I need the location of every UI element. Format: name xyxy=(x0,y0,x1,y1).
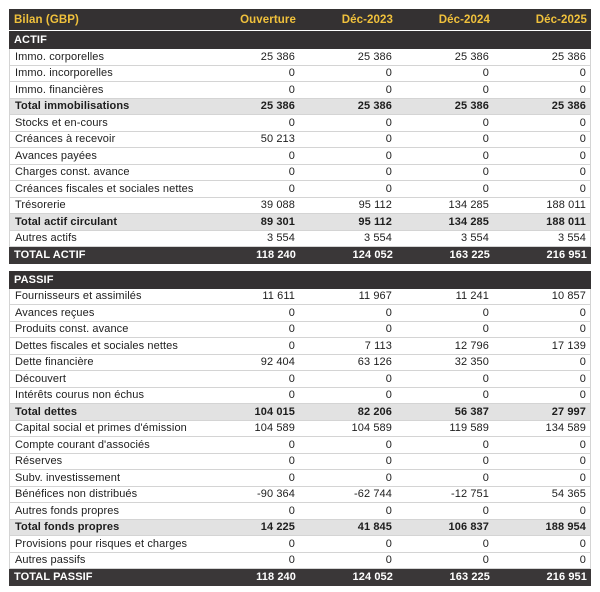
row-value: 0 xyxy=(579,133,586,146)
row-value: 0 xyxy=(385,306,392,319)
row-value: 0 xyxy=(482,323,489,336)
table-row xyxy=(9,198,591,215)
row-value: 25 386 xyxy=(454,50,489,63)
row-value: 0 xyxy=(579,372,586,385)
table-row xyxy=(9,487,591,504)
row-value: 0 xyxy=(579,537,586,550)
column-header-dec-2024: Déc-2024 xyxy=(438,13,490,26)
row-label: Total fonds propres xyxy=(15,521,120,534)
table-row xyxy=(9,503,591,520)
row-value: 0 xyxy=(385,83,392,96)
table-row xyxy=(9,536,591,553)
row-value: 0 xyxy=(385,554,392,567)
row-label: Compte courant d'associés xyxy=(15,438,150,451)
row-value: 0 xyxy=(288,339,295,352)
row-value: 0 xyxy=(579,67,586,80)
row-value: 0 xyxy=(579,438,586,451)
section-gap xyxy=(9,264,591,271)
row-label: Réserves xyxy=(15,455,63,468)
row-value: 0 xyxy=(385,166,392,179)
row-value: 0 xyxy=(579,83,586,96)
table-header-row xyxy=(9,9,591,31)
row-label: Immo. incorporelles xyxy=(15,67,113,80)
row-value: 188 954 xyxy=(545,521,586,534)
section-label: ACTIF xyxy=(14,34,47,46)
row-value: 0 xyxy=(579,389,586,402)
row-value: 3 554 xyxy=(363,232,392,245)
table-row xyxy=(9,247,591,264)
row-value: 216 951 xyxy=(546,249,587,262)
row-value: 0 xyxy=(482,372,489,385)
row-value: 25 386 xyxy=(260,100,295,113)
row-value: 188 011 xyxy=(546,199,586,212)
row-value: 0 xyxy=(579,356,586,369)
row-value: 0 xyxy=(288,455,295,468)
table-row xyxy=(9,305,591,322)
table-row xyxy=(9,214,591,231)
row-label: Stocks et en-cours xyxy=(15,116,108,129)
row-label: Fournisseurs et assimilés xyxy=(15,290,142,303)
row-value: 0 xyxy=(385,438,392,451)
row-label: Capital social et primes d'émission xyxy=(15,422,187,435)
row-value: 0 xyxy=(579,471,586,484)
row-value: 95 112 xyxy=(358,215,392,228)
row-value: 0 xyxy=(288,83,295,96)
row-value: 0 xyxy=(288,372,295,385)
row-value: 3 554 xyxy=(460,232,489,245)
row-value: 11 967 xyxy=(358,290,392,303)
row-label: TOTAL ACTIF xyxy=(14,249,86,262)
row-value: 11 611 xyxy=(262,290,295,303)
table-row xyxy=(9,338,591,355)
row-value: 0 xyxy=(385,182,392,195)
row-value: 3 554 xyxy=(557,232,586,245)
row-value: 163 225 xyxy=(449,249,490,262)
row-value: 25 386 xyxy=(454,100,489,113)
row-label: TOTAL PASSIF xyxy=(14,571,93,584)
table-row xyxy=(9,470,591,487)
row-label: Avances payées xyxy=(15,149,97,162)
row-value: 25 386 xyxy=(357,50,392,63)
row-value: 0 xyxy=(385,455,392,468)
row-label: Bénéfices non distribués xyxy=(15,488,138,501)
column-header-ouverture: Ouverture xyxy=(240,13,296,26)
row-value: 0 xyxy=(482,182,489,195)
row-value: 118 240 xyxy=(256,249,296,262)
section-header-actif xyxy=(9,31,591,49)
row-value: 106 837 xyxy=(448,521,489,534)
table-row xyxy=(9,322,591,339)
row-value: 0 xyxy=(482,306,489,319)
row-value: 0 xyxy=(385,372,392,385)
row-value: 89 301 xyxy=(260,215,295,228)
row-value: 0 xyxy=(288,537,295,550)
row-value: 0 xyxy=(288,554,295,567)
row-value: 0 xyxy=(288,504,295,517)
row-value: 0 xyxy=(385,323,392,336)
row-value: 0 xyxy=(288,438,295,451)
row-value: 124 052 xyxy=(352,249,393,262)
row-value: 124 052 xyxy=(352,571,393,584)
table-row xyxy=(9,132,591,149)
row-value: 12 796 xyxy=(454,339,489,352)
row-value: 25 386 xyxy=(551,100,586,113)
row-label: Intérêts courus non échus xyxy=(15,389,145,402)
row-label: Découvert xyxy=(15,372,67,385)
row-value: 0 xyxy=(288,149,295,162)
row-value: 0 xyxy=(579,504,586,517)
row-value: 134 589 xyxy=(545,422,586,435)
row-label: Charges const. avance xyxy=(15,166,130,179)
table-row xyxy=(9,553,591,570)
table-row xyxy=(9,371,591,388)
row-value: 0 xyxy=(288,182,295,195)
row-value: 0 xyxy=(482,504,489,517)
table-row xyxy=(9,99,591,116)
row-value: 0 xyxy=(482,116,489,129)
table-title: Bilan (GBP) xyxy=(14,13,79,26)
row-value: 0 xyxy=(385,67,392,80)
row-label: Autres fonds propres xyxy=(15,504,120,517)
row-value: 104 015 xyxy=(254,405,295,418)
row-value: 63 126 xyxy=(357,356,392,369)
row-value: 10 857 xyxy=(551,290,586,303)
column-header-dec-2023: Déc-2023 xyxy=(341,13,393,26)
row-value: 134 285 xyxy=(448,215,489,228)
row-value: 0 xyxy=(385,504,392,517)
section-label: PASSIF xyxy=(14,273,54,286)
row-value: 0 xyxy=(579,455,586,468)
row-value: 25 386 xyxy=(357,100,392,113)
row-label: Avances reçues xyxy=(15,306,95,319)
row-value: 92 404 xyxy=(260,356,295,369)
table-row xyxy=(9,231,591,248)
section-header-passif xyxy=(9,271,591,289)
table-row xyxy=(9,115,591,132)
row-value: 134 285 xyxy=(448,199,489,212)
row-value: 25 386 xyxy=(260,50,295,63)
row-value: 0 xyxy=(385,471,392,484)
row-value: 32 350 xyxy=(454,356,489,369)
row-value: 0 xyxy=(579,166,586,179)
row-value: 27 997 xyxy=(551,405,586,418)
row-value: 104 589 xyxy=(254,422,295,435)
table-row xyxy=(9,49,591,66)
table-row xyxy=(9,181,591,198)
row-value: -62 744 xyxy=(353,488,392,501)
table-row xyxy=(9,165,591,182)
row-value: 0 xyxy=(482,554,489,567)
row-value: 0 xyxy=(579,182,586,195)
table-row xyxy=(9,66,591,83)
row-value: 0 xyxy=(482,455,489,468)
row-label: Immo. financières xyxy=(15,83,104,96)
row-value: 0 xyxy=(288,471,295,484)
row-value: 0 xyxy=(288,67,295,80)
table-row xyxy=(9,388,591,405)
row-value: 0 xyxy=(385,389,392,402)
row-value: 0 xyxy=(288,166,295,179)
table-row xyxy=(9,569,591,586)
row-value: 216 951 xyxy=(546,571,587,584)
row-value: 14 225 xyxy=(260,521,295,534)
table-row xyxy=(9,289,591,306)
row-value: 17 139 xyxy=(551,339,586,352)
row-label: Dette financière xyxy=(15,356,94,369)
table-row xyxy=(9,454,591,471)
row-value: 0 xyxy=(482,166,489,179)
table-row xyxy=(9,437,591,454)
row-label: Total actif circulant xyxy=(15,215,118,228)
row-value: 95 112 xyxy=(358,199,392,212)
row-label: Créances à recevoir xyxy=(15,133,116,146)
row-label: Dettes fiscales et sociales nettes xyxy=(15,339,178,352)
column-header-dec-2025: Déc-2025 xyxy=(535,13,587,26)
row-label: Trésorerie xyxy=(15,199,66,212)
table-body xyxy=(9,31,591,586)
table-row xyxy=(9,355,591,372)
row-value: 11 241 xyxy=(455,290,489,303)
row-value: 50 213 xyxy=(260,133,295,146)
row-label: Total dettes xyxy=(15,405,78,418)
row-value: 0 xyxy=(482,133,489,146)
table-row xyxy=(9,520,591,537)
row-label: Créances fiscales et sociales nettes xyxy=(15,182,194,195)
balance-sheet-table xyxy=(9,9,591,586)
row-value: 56 387 xyxy=(454,405,489,418)
row-label: Autres passifs xyxy=(15,554,86,567)
row-value: 0 xyxy=(385,116,392,129)
row-value: 163 225 xyxy=(449,571,490,584)
row-value: 39 088 xyxy=(260,199,295,212)
row-value: 82 206 xyxy=(357,405,392,418)
row-value: 0 xyxy=(579,554,586,567)
row-value: 0 xyxy=(579,306,586,319)
row-value: 104 589 xyxy=(351,422,392,435)
row-value: 25 386 xyxy=(551,50,586,63)
row-value: 3 554 xyxy=(266,232,295,245)
table-row xyxy=(9,404,591,421)
row-label: Total immobilisations xyxy=(15,100,130,113)
row-label: Produits const. avance xyxy=(15,323,129,336)
row-value: 0 xyxy=(579,323,586,336)
row-value: 0 xyxy=(482,537,489,550)
row-value: 0 xyxy=(482,149,489,162)
row-value: 0 xyxy=(482,83,489,96)
row-value: 0 xyxy=(482,389,489,402)
row-value: 0 xyxy=(288,323,295,336)
row-value: -90 364 xyxy=(256,488,295,501)
row-value: 118 240 xyxy=(256,571,296,584)
row-value: 41 845 xyxy=(357,521,392,534)
row-value: 0 xyxy=(579,149,586,162)
row-label: Immo. corporelles xyxy=(15,50,105,63)
row-value: 0 xyxy=(385,133,392,146)
row-value: 0 xyxy=(288,116,295,129)
row-value: 0 xyxy=(288,306,295,319)
row-value: 188 011 xyxy=(546,215,586,228)
row-value: 0 xyxy=(385,537,392,550)
row-value: -12 751 xyxy=(450,488,489,501)
row-value: 54 365 xyxy=(551,488,586,501)
row-value: 0 xyxy=(385,149,392,162)
table-row xyxy=(9,148,591,165)
row-value: 0 xyxy=(482,67,489,80)
row-value: 0 xyxy=(579,116,586,129)
table-row xyxy=(9,82,591,99)
row-label: Autres actifs xyxy=(15,232,77,245)
table-row xyxy=(9,421,591,438)
row-value: 0 xyxy=(482,471,489,484)
row-value: 0 xyxy=(482,438,489,451)
row-label: Provisions pour risques et charges xyxy=(15,537,188,550)
row-value: 119 589 xyxy=(449,422,489,435)
row-value: 7 113 xyxy=(364,339,392,352)
row-value: 0 xyxy=(288,389,295,402)
row-label: Subv. investissement xyxy=(15,471,121,484)
